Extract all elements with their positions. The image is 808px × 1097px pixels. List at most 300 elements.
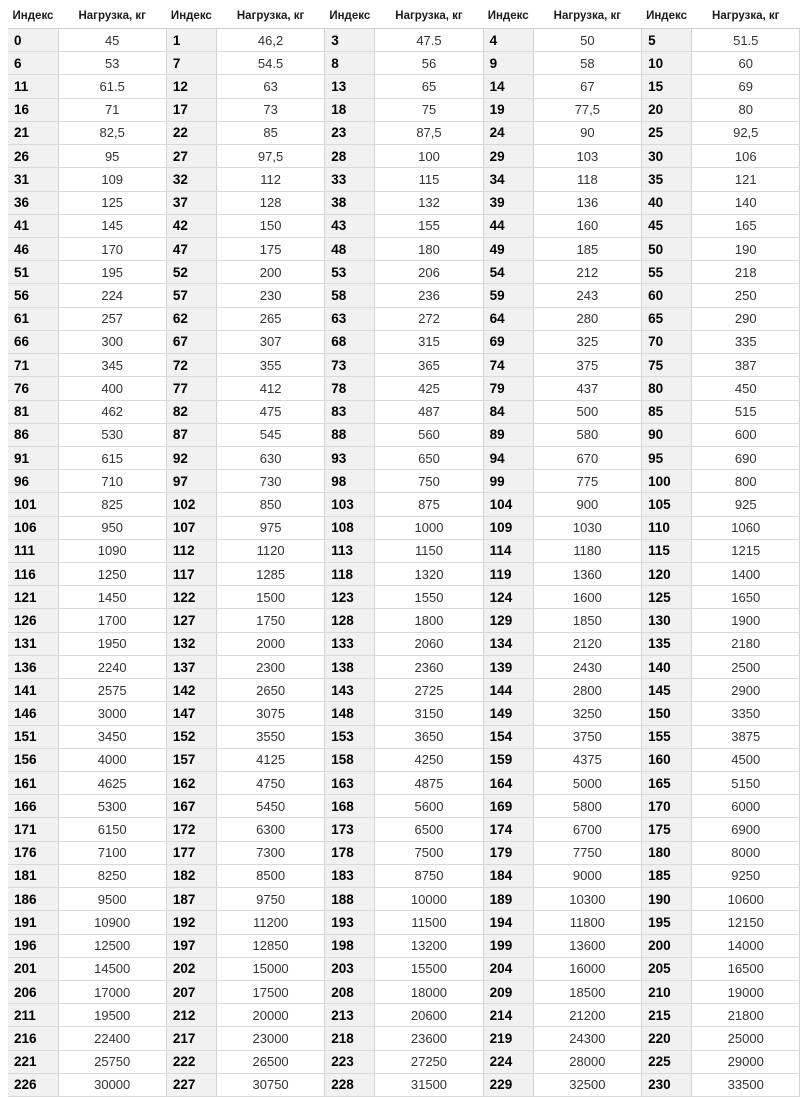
load-value-cell: 425 <box>375 377 483 400</box>
load-index-cell: 8 <box>325 52 375 75</box>
load-value-cell: 65 <box>375 75 483 98</box>
load-index-cell: 14 <box>483 75 533 98</box>
load-value-cell: 9000 <box>533 864 641 887</box>
load-value-cell: 2650 <box>216 679 324 702</box>
load-value-cell: 1030 <box>533 516 641 539</box>
load-value-cell: 307 <box>216 330 324 353</box>
load-value-cell: 14500 <box>58 957 166 980</box>
load-index-cell: 143 <box>325 679 375 702</box>
load-index-cell: 89 <box>483 423 533 446</box>
table-row <box>8 632 800 655</box>
table-row <box>8 1073 800 1096</box>
load-index-cell: 168 <box>325 795 375 818</box>
load-index-cell: 94 <box>483 446 533 469</box>
load-index-cell: 99 <box>483 470 533 493</box>
load-value-cell: 218 <box>692 261 800 284</box>
load-value-cell: 3350 <box>692 702 800 725</box>
load-value-cell: 775 <box>533 470 641 493</box>
load-value-cell: 121 <box>692 168 800 191</box>
load-value-cell: 2180 <box>692 632 800 655</box>
load-index-cell: 208 <box>325 980 375 1003</box>
load-value-cell: 165 <box>692 214 800 237</box>
load-index-cell: 151 <box>8 725 58 748</box>
load-value-cell: 400 <box>58 377 166 400</box>
load-value-cell: 3075 <box>216 702 324 725</box>
table-row <box>8 1027 800 1050</box>
load-value-cell: 69 <box>692 75 800 98</box>
load-value-cell: 25750 <box>58 1050 166 1073</box>
load-value-cell: 5000 <box>533 772 641 795</box>
load-index-cell: 213 <box>325 1004 375 1027</box>
load-value-cell: 5800 <box>533 795 641 818</box>
load-value-cell: 5600 <box>375 795 483 818</box>
load-value-cell: 515 <box>692 400 800 423</box>
load-index-cell: 114 <box>483 539 533 562</box>
load-index-cell: 170 <box>642 795 692 818</box>
load-value-cell: 450 <box>692 377 800 400</box>
load-value-cell: 82,5 <box>58 121 166 144</box>
load-index-cell: 185 <box>642 864 692 887</box>
load-index-cell: 156 <box>8 748 58 771</box>
load-index-cell: 4 <box>483 29 533 52</box>
load-value-cell: 462 <box>58 400 166 423</box>
load-index-cell: 137 <box>166 655 216 678</box>
load-index-cell: 192 <box>166 911 216 934</box>
load-value-cell: 7300 <box>216 841 324 864</box>
load-index-cell: 230 <box>642 1073 692 1096</box>
load-value-cell: 280 <box>533 307 641 330</box>
load-value-cell: 1180 <box>533 539 641 562</box>
load-column-header: Нагрузка, кг <box>533 4 641 29</box>
load-index-cell: 16 <box>8 98 58 121</box>
load-index-cell: 196 <box>8 934 58 957</box>
load-index-cell: 187 <box>166 888 216 911</box>
load-index-cell: 184 <box>483 864 533 887</box>
load-index-cell: 40 <box>642 191 692 214</box>
load-value-cell: 1800 <box>375 609 483 632</box>
load-value-cell: 5450 <box>216 795 324 818</box>
load-value-cell: 132 <box>375 191 483 214</box>
load-index-cell: 1 <box>166 29 216 52</box>
load-value-cell: 145 <box>58 214 166 237</box>
load-value-cell: 487 <box>375 400 483 423</box>
load-index-cell: 165 <box>642 772 692 795</box>
table-row <box>8 1004 800 1027</box>
load-index-cell: 69 <box>483 330 533 353</box>
load-index-cell: 81 <box>8 400 58 423</box>
load-index-cell: 54 <box>483 261 533 284</box>
load-index-cell: 134 <box>483 632 533 655</box>
load-value-cell: 1120 <box>216 539 324 562</box>
load-index-cell: 106 <box>8 516 58 539</box>
load-index-cell: 219 <box>483 1027 533 1050</box>
load-index-cell: 70 <box>642 330 692 353</box>
load-index-cell: 96 <box>8 470 58 493</box>
table-row <box>8 563 800 586</box>
load-value-cell: 1900 <box>692 609 800 632</box>
load-index-cell: 50 <box>642 237 692 260</box>
load-index-cell: 97 <box>166 470 216 493</box>
load-value-cell: 75 <box>375 98 483 121</box>
load-value-cell: 16000 <box>533 957 641 980</box>
load-value-cell: 118 <box>533 168 641 191</box>
load-index-cell: 95 <box>642 446 692 469</box>
load-value-cell: 23600 <box>375 1027 483 1050</box>
load-value-cell: 150 <box>216 214 324 237</box>
load-value-cell: 51.5 <box>692 29 800 52</box>
load-column-header: Нагрузка, кг <box>692 4 800 29</box>
load-index-cell: 109 <box>483 516 533 539</box>
load-index-cell: 19 <box>483 98 533 121</box>
load-value-cell: 2060 <box>375 632 483 655</box>
load-value-cell: 16500 <box>692 957 800 980</box>
load-value-cell: 9750 <box>216 888 324 911</box>
load-value-cell: 2000 <box>216 632 324 655</box>
load-value-cell: 730 <box>216 470 324 493</box>
load-index-cell: 132 <box>166 632 216 655</box>
load-value-cell: 1090 <box>58 539 166 562</box>
load-index-cell: 34 <box>483 168 533 191</box>
load-value-cell: 17500 <box>216 980 324 1003</box>
load-value-cell: 8500 <box>216 864 324 887</box>
table-row <box>8 307 800 330</box>
load-index-cell: 62 <box>166 307 216 330</box>
table-row <box>8 539 800 562</box>
load-index-cell: 58 <box>325 284 375 307</box>
load-value-cell: 5300 <box>58 795 166 818</box>
load-index-cell: 100 <box>642 470 692 493</box>
load-value-cell: 25000 <box>692 1027 800 1050</box>
index-column-header: Индекс <box>8 4 58 29</box>
load-value-cell: 3000 <box>58 702 166 725</box>
load-value-cell: 1285 <box>216 563 324 586</box>
load-index-cell: 124 <box>483 586 533 609</box>
load-value-cell: 18000 <box>375 980 483 1003</box>
load-index-cell: 87 <box>166 423 216 446</box>
load-value-cell: 1250 <box>58 563 166 586</box>
load-value-cell: 21800 <box>692 1004 800 1027</box>
load-index-cell: 31 <box>8 168 58 191</box>
load-index-cell: 80 <box>642 377 692 400</box>
load-value-cell: 106 <box>692 145 800 168</box>
load-index-cell: 159 <box>483 748 533 771</box>
load-value-cell: 109 <box>58 168 166 191</box>
load-value-cell: 315 <box>375 330 483 353</box>
load-index-cell: 142 <box>166 679 216 702</box>
load-index-cell: 227 <box>166 1073 216 1096</box>
load-value-cell: 9500 <box>58 888 166 911</box>
load-value-cell: 4625 <box>58 772 166 795</box>
load-index-cell: 117 <box>166 563 216 586</box>
load-index-cell: 24 <box>483 121 533 144</box>
load-index-cell: 123 <box>325 586 375 609</box>
load-value-cell: 900 <box>533 493 641 516</box>
load-index-cell: 133 <box>325 632 375 655</box>
load-index-cell: 162 <box>166 772 216 795</box>
load-value-cell: 2900 <box>692 679 800 702</box>
load-index-cell: 209 <box>483 980 533 1003</box>
load-value-cell: 200 <box>216 261 324 284</box>
table-row <box>8 679 800 702</box>
load-index-table <box>8 4 800 1097</box>
load-value-cell: 335 <box>692 330 800 353</box>
table-row <box>8 493 800 516</box>
load-index-cell: 216 <box>8 1027 58 1050</box>
load-index-cell: 119 <box>483 563 533 586</box>
load-value-cell: 10900 <box>58 911 166 934</box>
load-value-cell: 2575 <box>58 679 166 702</box>
load-value-cell: 250 <box>692 284 800 307</box>
load-index-cell: 102 <box>166 493 216 516</box>
load-index-cell: 60 <box>642 284 692 307</box>
load-value-cell: 14000 <box>692 934 800 957</box>
load-index-cell: 229 <box>483 1073 533 1096</box>
table-row <box>8 423 800 446</box>
load-index-cell: 195 <box>642 911 692 934</box>
load-value-cell: 15000 <box>216 957 324 980</box>
table-row <box>8 354 800 377</box>
load-index-cell: 218 <box>325 1027 375 1050</box>
table-row <box>8 980 800 1003</box>
load-value-cell: 10600 <box>692 888 800 911</box>
load-index-cell: 154 <box>483 725 533 748</box>
load-index-cell: 183 <box>325 864 375 887</box>
load-index-cell: 104 <box>483 493 533 516</box>
load-index-cell: 148 <box>325 702 375 725</box>
load-index-cell: 116 <box>8 563 58 586</box>
load-index-cell: 200 <box>642 934 692 957</box>
load-value-cell: 545 <box>216 423 324 446</box>
load-value-cell: 750 <box>375 470 483 493</box>
load-column-header: Нагрузка, кг <box>216 4 324 29</box>
index-column-header: Индекс <box>325 4 375 29</box>
load-index-cell: 82 <box>166 400 216 423</box>
table-row <box>8 191 800 214</box>
load-value-cell: 4250 <box>375 748 483 771</box>
load-value-cell: 500 <box>533 400 641 423</box>
load-value-cell: 61.5 <box>58 75 166 98</box>
load-index-cell: 3 <box>325 29 375 52</box>
load-column-header: Нагрузка, кг <box>375 4 483 29</box>
load-index-cell: 153 <box>325 725 375 748</box>
load-index-cell: 41 <box>8 214 58 237</box>
load-index-cell: 206 <box>8 980 58 1003</box>
load-index-cell: 108 <box>325 516 375 539</box>
table-row <box>8 446 800 469</box>
load-value-cell: 1400 <box>692 563 800 586</box>
load-index-cell: 29 <box>483 145 533 168</box>
load-value-cell: 47.5 <box>375 29 483 52</box>
load-value-cell: 290 <box>692 307 800 330</box>
load-value-cell: 22400 <box>58 1027 166 1050</box>
load-value-cell: 20000 <box>216 1004 324 1027</box>
load-value-cell: 1150 <box>375 539 483 562</box>
load-value-cell: 28000 <box>533 1050 641 1073</box>
load-index-cell: 98 <box>325 470 375 493</box>
load-index-cell: 191 <box>8 911 58 934</box>
load-index-cell: 135 <box>642 632 692 655</box>
load-value-cell: 375 <box>533 354 641 377</box>
load-index-cell: 158 <box>325 748 375 771</box>
load-index-cell: 152 <box>166 725 216 748</box>
load-index-cell: 30 <box>642 145 692 168</box>
load-value-cell: 6300 <box>216 818 324 841</box>
load-value-cell: 7100 <box>58 841 166 864</box>
load-value-cell: 2300 <box>216 655 324 678</box>
load-value-cell: 6000 <box>692 795 800 818</box>
load-index-cell: 221 <box>8 1050 58 1073</box>
load-value-cell: 345 <box>58 354 166 377</box>
load-value-cell: 12500 <box>58 934 166 957</box>
load-value-cell: 10300 <box>533 888 641 911</box>
load-index-cell: 55 <box>642 261 692 284</box>
load-index-cell: 38 <box>325 191 375 214</box>
load-index-cell: 223 <box>325 1050 375 1073</box>
load-index-cell: 68 <box>325 330 375 353</box>
load-index-cell: 225 <box>642 1050 692 1073</box>
load-value-cell: 26500 <box>216 1050 324 1073</box>
load-value-cell: 155 <box>375 214 483 237</box>
table-row <box>8 702 800 725</box>
load-index-cell: 66 <box>8 330 58 353</box>
load-index-cell: 28 <box>325 145 375 168</box>
load-value-cell: 355 <box>216 354 324 377</box>
load-value-cell: 300 <box>58 330 166 353</box>
load-index-cell: 115 <box>642 539 692 562</box>
load-index-cell: 84 <box>483 400 533 423</box>
load-value-cell: 4750 <box>216 772 324 795</box>
table-row <box>8 121 800 144</box>
load-index-cell: 205 <box>642 957 692 980</box>
load-value-cell: 97,5 <box>216 145 324 168</box>
header-row <box>8 4 800 29</box>
load-index-cell: 190 <box>642 888 692 911</box>
load-value-cell: 243 <box>533 284 641 307</box>
load-index-cell: 220 <box>642 1027 692 1050</box>
load-index-cell: 22 <box>166 121 216 144</box>
load-index-cell: 59 <box>483 284 533 307</box>
load-index-cell: 10 <box>642 52 692 75</box>
load-index-cell: 52 <box>166 261 216 284</box>
load-value-cell: 2360 <box>375 655 483 678</box>
load-value-cell: 13200 <box>375 934 483 957</box>
load-index-cell: 107 <box>166 516 216 539</box>
load-value-cell: 115 <box>375 168 483 191</box>
load-value-cell: 825 <box>58 493 166 516</box>
load-value-cell: 6700 <box>533 818 641 841</box>
load-index-cell: 150 <box>642 702 692 725</box>
load-index-cell: 224 <box>483 1050 533 1073</box>
load-index-cell: 9 <box>483 52 533 75</box>
load-value-cell: 1750 <box>216 609 324 632</box>
load-index-cell: 204 <box>483 957 533 980</box>
load-index-cell: 45 <box>642 214 692 237</box>
index-column-header: Индекс <box>642 4 692 29</box>
load-index-cell: 85 <box>642 400 692 423</box>
load-index-cell: 67 <box>166 330 216 353</box>
load-index-cell: 214 <box>483 1004 533 1027</box>
load-value-cell: 128 <box>216 191 324 214</box>
load-index-cell: 167 <box>166 795 216 818</box>
load-index-cell: 149 <box>483 702 533 725</box>
load-value-cell: 58 <box>533 52 641 75</box>
load-value-cell: 175 <box>216 237 324 260</box>
load-index-cell: 25 <box>642 121 692 144</box>
load-value-cell: 1060 <box>692 516 800 539</box>
load-value-cell: 1950 <box>58 632 166 655</box>
load-value-cell: 21200 <box>533 1004 641 1027</box>
load-value-cell: 103 <box>533 145 641 168</box>
load-index-cell: 57 <box>166 284 216 307</box>
table-row <box>8 934 800 957</box>
table-row <box>8 864 800 887</box>
index-column-header: Индекс <box>166 4 216 29</box>
load-value-cell: 23000 <box>216 1027 324 1050</box>
load-index-cell: 120 <box>642 563 692 586</box>
load-index-cell: 56 <box>8 284 58 307</box>
load-index-cell: 164 <box>483 772 533 795</box>
load-index-cell: 35 <box>642 168 692 191</box>
load-index-cell: 122 <box>166 586 216 609</box>
load-value-cell: 71 <box>58 98 166 121</box>
load-value-cell: 31500 <box>375 1073 483 1096</box>
load-index-cell: 17 <box>166 98 216 121</box>
load-index-cell: 144 <box>483 679 533 702</box>
load-value-cell: 87,5 <box>375 121 483 144</box>
load-index-cell: 202 <box>166 957 216 980</box>
load-value-cell: 3650 <box>375 725 483 748</box>
table-row <box>8 98 800 121</box>
load-index-cell: 88 <box>325 423 375 446</box>
table-row <box>8 772 800 795</box>
table-row <box>8 75 800 98</box>
load-index-cell: 42 <box>166 214 216 237</box>
load-index-cell: 211 <box>8 1004 58 1027</box>
load-value-cell: 3450 <box>58 725 166 748</box>
load-value-cell: 190 <box>692 237 800 260</box>
load-value-cell: 950 <box>58 516 166 539</box>
load-index-cell: 65 <box>642 307 692 330</box>
load-value-cell: 690 <box>692 446 800 469</box>
load-index-cell: 125 <box>642 586 692 609</box>
table-row <box>8 957 800 980</box>
load-index-cell: 194 <box>483 911 533 934</box>
load-index-cell: 217 <box>166 1027 216 1050</box>
load-value-cell: 30750 <box>216 1073 324 1096</box>
load-index-cell: 39 <box>483 191 533 214</box>
load-index-cell: 178 <box>325 841 375 864</box>
load-index-cell: 201 <box>8 957 58 980</box>
load-index-cell: 90 <box>642 423 692 446</box>
load-index-cell: 160 <box>642 748 692 771</box>
load-value-cell: 20600 <box>375 1004 483 1027</box>
load-value-cell: 630 <box>216 446 324 469</box>
load-index-cell: 74 <box>483 354 533 377</box>
table-row <box>8 818 800 841</box>
load-value-cell: 10000 <box>375 888 483 911</box>
load-index-cell: 71 <box>8 354 58 377</box>
load-value-cell: 85 <box>216 121 324 144</box>
index-column-header: Индекс <box>483 4 533 29</box>
load-index-cell: 212 <box>166 1004 216 1027</box>
load-value-cell: 530 <box>58 423 166 446</box>
load-value-cell: 11800 <box>533 911 641 934</box>
load-value-cell: 140 <box>692 191 800 214</box>
load-index-cell: 47 <box>166 237 216 260</box>
load-index-cell: 210 <box>642 980 692 1003</box>
load-index-cell: 63 <box>325 307 375 330</box>
load-index-cell: 207 <box>166 980 216 1003</box>
